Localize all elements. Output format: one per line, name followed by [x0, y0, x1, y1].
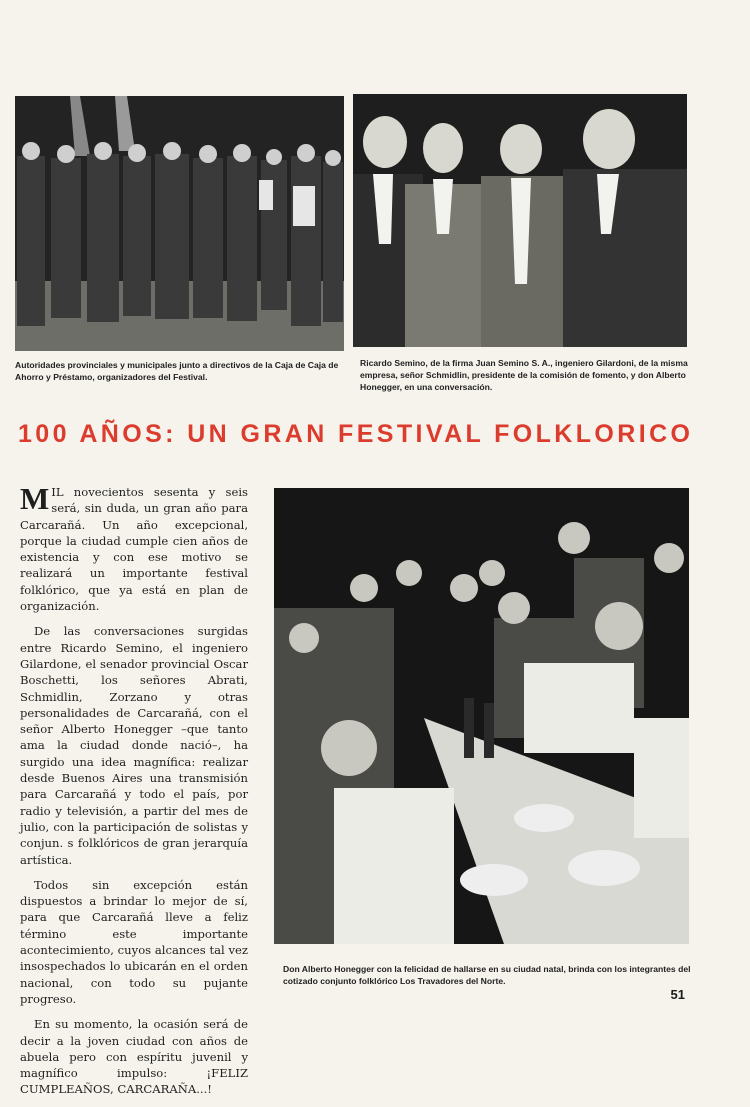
- caption-top-left: Autoridades provinciales y municipales junto a directivos de la Caja de Caja de Ahorro y Préstamo, organizadores del Festival.: [15, 360, 339, 382]
- paragraph-4: En su momento, la ocasión será de decir a la joven ciudad con años de abuela pero con espíritu juvenil y magnífico impulso: ¡FELIZ CUMPLEAÑOS, CARCARAÑA...!: [20, 1017, 248, 1097]
- article-headline: 100 AÑOS: UN GRAN FESTIVAL FOLKLORICO: [18, 420, 694, 448]
- dropcap: M: [20, 481, 50, 516]
- paragraph-3: Todos sin excepción están dispuestos a brindar lo mejor de sí, para que Carcarañá lleve a feliz término este importante acontecimiento, cuyos alcances tal vez insospechados lo ubicarán en el orden nacional, con todo su pujante progreso.: [20, 877, 248, 1006]
- page-number: 51: [670, 987, 685, 1002]
- caption-top-right: Ricardo Semino, de la firma Juan Semino S. A., ingeniero Gilardoni, de la misma empresa, señor Schmidlin, presidente de la comisión de fomento, y don Alberto Honegger, en una conversación.: [360, 358, 688, 392]
- photo-semino-conversation: [353, 94, 687, 347]
- caption-bottom: Don Alberto Honegger con la felicidad de hallarse en su ciudad natal, brinda con los integrantes del cotizado conjunto folklórico Los Travadores del Norte.: [283, 964, 691, 986]
- article-body: [20, 481, 248, 1107]
- photo-toast-folk-group: [274, 488, 689, 944]
- paragraph-2: De las conversaciones surgidas entre Ricardo Semino, el ingeniero Gilardone, el senador provincial Oscar Boschetti, los señores Abrati, Schmidlin, Zorzano y otras personalidades de Carcarañá, con el señor Alberto Honegger –que tanto ama la ciudad donde nació–, ha surgido una idea magnífica: realizar desde Buenos Aires una transmisión para Carcarañá y todo el país, por radio y televisión, a partir del mes de julio, con la participación de solistas y conjun. s folklóricos de gran jerarquía artística.: [20, 624, 248, 867]
- photo-authorities-group: [15, 96, 344, 351]
- paragraph-1: MIL novecientos sesenta y seis será, sin duda, un gran año para Carcarañá. Un año excepcional, porque la ciudad cumple cien años de existencia y con ese motivo se realizará un importante festival folklórico, que ya está en plan de organización.: [20, 481, 248, 614]
